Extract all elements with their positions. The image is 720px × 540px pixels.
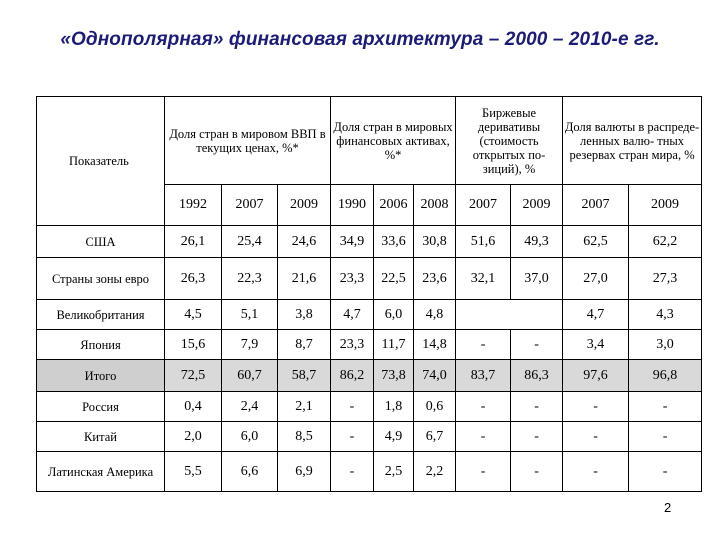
value-cell: 6,9 bbox=[278, 452, 331, 492]
header-reserves-share: Доля валюты в распреде- ленных валю- тных резервах стран мира, % bbox=[563, 97, 702, 185]
value-cell: - bbox=[456, 330, 511, 360]
value-cell: 6,7 bbox=[414, 422, 456, 452]
value-cell: - bbox=[563, 452, 629, 492]
value-cell: - bbox=[563, 392, 629, 422]
value-cell: 34,9 bbox=[331, 226, 374, 258]
value-cell: 51,6 bbox=[456, 226, 511, 258]
value-cell: 73,8 bbox=[374, 360, 414, 392]
value-cell: 5,1 bbox=[222, 300, 278, 330]
value-cell: 23,3 bbox=[331, 330, 374, 360]
value-cell: 22,5 bbox=[374, 258, 414, 300]
value-cell: - bbox=[511, 330, 563, 360]
value-cell: 1,8 bbox=[374, 392, 414, 422]
value-cell: 2,4 bbox=[222, 392, 278, 422]
value-cell: 4,8 bbox=[414, 300, 456, 330]
value-cell: 86,2 bbox=[331, 360, 374, 392]
row-label: Итого bbox=[37, 360, 165, 392]
value-cell: 32,1 bbox=[456, 258, 511, 300]
value-cell: 2,0 bbox=[165, 422, 222, 452]
year-cell: 2007 bbox=[456, 185, 511, 226]
value-cell: - bbox=[629, 452, 702, 492]
value-cell: 62,5 bbox=[563, 226, 629, 258]
value-cell: 72,5 bbox=[165, 360, 222, 392]
value-cell: 4,9 bbox=[374, 422, 414, 452]
value-cell: 26,1 bbox=[165, 226, 222, 258]
value-cell: 8,7 bbox=[278, 330, 331, 360]
value-cell: 86,3 bbox=[511, 360, 563, 392]
value-cell: 97,6 bbox=[563, 360, 629, 392]
table-row bbox=[37, 226, 702, 258]
value-cell: 24,6 bbox=[278, 226, 331, 258]
value-cell: 14,8 bbox=[414, 330, 456, 360]
value-cell: - bbox=[456, 422, 511, 452]
header-gdp-share: Доля стран в мировом ВВП в текущих ценах, %* bbox=[165, 97, 331, 185]
row-label: Япония bbox=[37, 330, 165, 360]
value-cell: 21,6 bbox=[278, 258, 331, 300]
value-cell: - bbox=[629, 422, 702, 452]
value-cell: 6,0 bbox=[374, 300, 414, 330]
value-cell: 11,7 bbox=[374, 330, 414, 360]
value-cell: 83,7 bbox=[456, 360, 511, 392]
table-row bbox=[37, 258, 702, 300]
table-row bbox=[37, 360, 702, 392]
value-cell: 4,5 bbox=[165, 300, 222, 330]
value-cell: 4,7 bbox=[563, 300, 629, 330]
value-cell: 33,6 bbox=[374, 226, 414, 258]
value-cell: 8,5 bbox=[278, 422, 331, 452]
value-cell: 58,7 bbox=[278, 360, 331, 392]
value-cell: 23,6 bbox=[414, 258, 456, 300]
value-cell: 2,5 bbox=[374, 452, 414, 492]
value-cell: 22,3 bbox=[222, 258, 278, 300]
value-cell: 5,5 bbox=[165, 452, 222, 492]
year-cell: 1992 bbox=[165, 185, 222, 226]
table-row bbox=[37, 330, 702, 360]
year-cell: 2009 bbox=[629, 185, 702, 226]
year-cell: 2006 bbox=[374, 185, 414, 226]
year-cell: 2009 bbox=[278, 185, 331, 226]
value-cell: - bbox=[331, 422, 374, 452]
value-cell: 3,8 bbox=[278, 300, 331, 330]
year-cell: 1990 bbox=[331, 185, 374, 226]
value-cell: 3,0 bbox=[629, 330, 702, 360]
table-row bbox=[37, 422, 702, 452]
value-cell: - bbox=[511, 422, 563, 452]
value-cell: 25,4 bbox=[222, 226, 278, 258]
table-row bbox=[37, 300, 702, 330]
value-cell: 26,3 bbox=[165, 258, 222, 300]
year-cell: 2007 bbox=[563, 185, 629, 226]
value-cell: 27,0 bbox=[563, 258, 629, 300]
value-cell: 30,8 bbox=[414, 226, 456, 258]
header-financial-assets-share: Доля стран в мировых финансовых активах, %* bbox=[331, 97, 456, 185]
row-label: Страны зоны евро bbox=[37, 258, 165, 300]
value-cell: 0,4 bbox=[165, 392, 222, 422]
value-cell: - bbox=[511, 452, 563, 492]
value-cell: 27,3 bbox=[629, 258, 702, 300]
table-row bbox=[37, 452, 702, 492]
value-cell-empty bbox=[456, 300, 563, 330]
value-cell: - bbox=[563, 422, 629, 452]
row-label: Россия bbox=[37, 392, 165, 422]
value-cell: 23,3 bbox=[331, 258, 374, 300]
table-body bbox=[37, 226, 702, 492]
value-cell: 4,7 bbox=[331, 300, 374, 330]
slide-title: «Однополярная» финансовая архитектура – 2000 – 2010-е гг. bbox=[60, 29, 660, 50]
value-cell: 60,7 bbox=[222, 360, 278, 392]
year-cell: 2008 bbox=[414, 185, 456, 226]
value-cell: 49,3 bbox=[511, 226, 563, 258]
year-cell: 2007 bbox=[222, 185, 278, 226]
year-cell: 2009 bbox=[511, 185, 563, 226]
row-label: Латинская Америка bbox=[37, 452, 165, 492]
row-label: Китай bbox=[37, 422, 165, 452]
value-cell: 15,6 bbox=[165, 330, 222, 360]
row-label: Великобритания bbox=[37, 300, 165, 330]
value-cell: - bbox=[629, 392, 702, 422]
value-cell: - bbox=[331, 392, 374, 422]
value-cell: 2,2 bbox=[414, 452, 456, 492]
value-cell: 74,0 bbox=[414, 360, 456, 392]
header-derivatives: Биржевые деривативы (стоимость открытых по- зиций), % bbox=[456, 97, 563, 185]
value-cell: 96,8 bbox=[629, 360, 702, 392]
value-cell: 0,6 bbox=[414, 392, 456, 422]
value-cell: - bbox=[331, 452, 374, 492]
value-cell: - bbox=[456, 392, 511, 422]
value-cell: 37,0 bbox=[511, 258, 563, 300]
page-number: 2 bbox=[664, 500, 672, 515]
value-cell: - bbox=[456, 452, 511, 492]
header-indicator: Показатель bbox=[37, 97, 165, 226]
value-cell: 2,1 bbox=[278, 392, 331, 422]
value-cell: 7,9 bbox=[222, 330, 278, 360]
value-cell: 6,6 bbox=[222, 452, 278, 492]
value-cell: 3,4 bbox=[563, 330, 629, 360]
data-table bbox=[36, 96, 702, 492]
value-cell: 6,0 bbox=[222, 422, 278, 452]
row-label: США bbox=[37, 226, 165, 258]
value-cell: - bbox=[511, 392, 563, 422]
value-cell: 62,2 bbox=[629, 226, 702, 258]
table-row bbox=[37, 392, 702, 422]
value-cell: 4,3 bbox=[629, 300, 702, 330]
